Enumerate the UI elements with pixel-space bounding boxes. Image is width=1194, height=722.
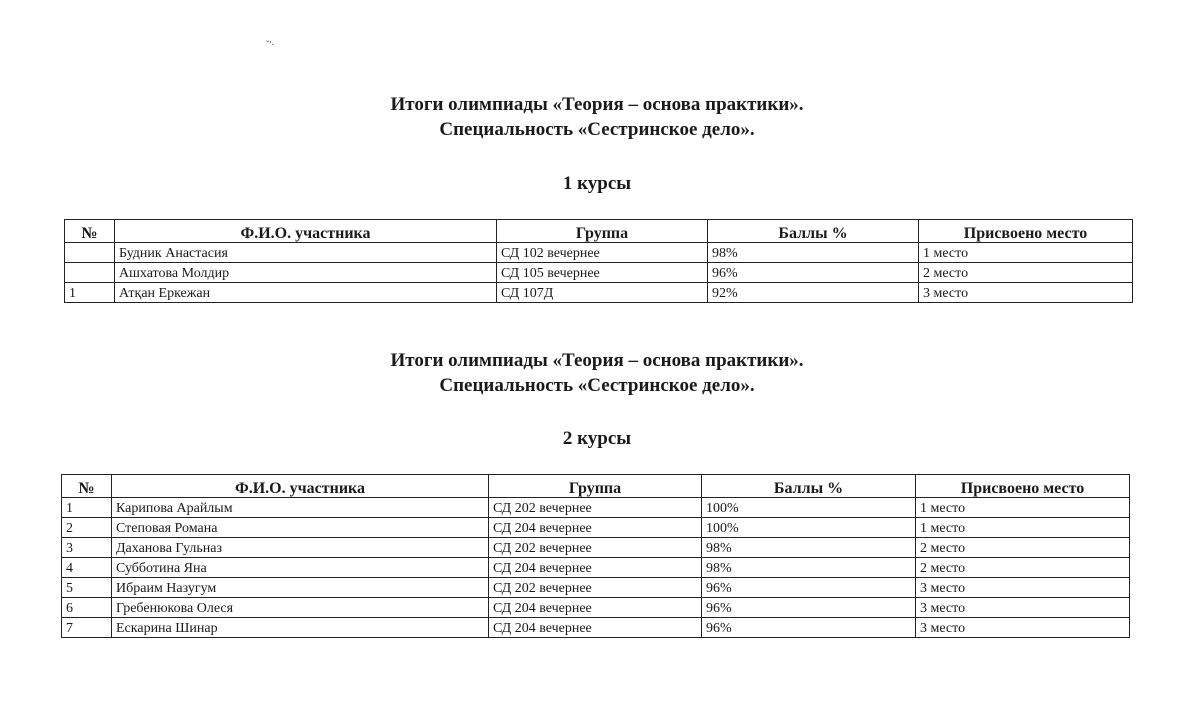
cell-name: Субботина Яна <box>112 558 489 578</box>
cell-group: СД 202 вечернее <box>489 538 702 558</box>
cell-name: Ескарина Шинар <box>112 618 489 638</box>
cell-place: 1 место <box>916 518 1130 538</box>
section-2-title-line-2: Специальность «Сестринское дело». <box>439 375 755 396</box>
table-row <box>62 498 1130 518</box>
results-table-1 <box>64 219 1133 303</box>
table-row <box>62 518 1130 538</box>
cell-score: 98% <box>702 538 916 558</box>
cell-group: СД 107Д <box>497 283 708 303</box>
column-header-place: Присвоено место <box>916 475 1130 498</box>
cell-num: 3 <box>62 538 112 558</box>
cell-name: Будник Анастасия <box>115 243 497 263</box>
cell-place: 1 место <box>916 498 1130 518</box>
table-row <box>62 578 1130 598</box>
cell-score: 96% <box>702 578 916 598</box>
cell-place: 2 место <box>916 558 1130 578</box>
section-1-title-line-1: Итоги олимпиады «Теория – основа практики». <box>390 94 804 115</box>
cell-place: 2 место <box>919 263 1133 283</box>
cell-num <box>65 243 115 263</box>
cell-num: 4 <box>62 558 112 578</box>
section-1-course-heading: 1 курсы <box>562 173 632 194</box>
cell-group: СД 204 вечернее <box>489 558 702 578</box>
section-2-title-line-1: Итоги олимпиады «Теория – основа практики». <box>390 350 804 371</box>
column-header-num: № <box>65 220 115 243</box>
cell-score: 96% <box>702 618 916 638</box>
cell-group: СД 202 вечернее <box>489 578 702 598</box>
cell-place: 3 место <box>919 283 1133 303</box>
cell-score: 100% <box>702 518 916 538</box>
scan-speck: ˇ'· <box>266 40 275 51</box>
cell-group: СД 204 вечернее <box>489 518 702 538</box>
cell-name: Ибраим Назугум <box>112 578 489 598</box>
table-row <box>62 618 1130 638</box>
column-header-name: Ф.И.О. участника <box>112 475 489 498</box>
table-row <box>65 263 1133 283</box>
cell-group: СД 105 вечернее <box>497 263 708 283</box>
cell-score: 96% <box>708 263 919 283</box>
cell-group: СД 102 вечернее <box>497 243 708 263</box>
cell-score: 98% <box>708 243 919 263</box>
cell-num <box>65 263 115 283</box>
section-2-course-block <box>0 427 1194 451</box>
cell-num: 7 <box>62 618 112 638</box>
column-header-group: Группа <box>489 475 702 498</box>
section-1-course-block <box>0 172 1194 196</box>
cell-num: 2 <box>62 518 112 538</box>
table-row <box>62 598 1130 618</box>
cell-group: СД 204 вечернее <box>489 598 702 618</box>
cell-num: 1 <box>62 498 112 518</box>
cell-name: Карипова Арайлым <box>112 498 489 518</box>
table-header-row <box>62 475 1130 498</box>
table-row <box>62 558 1130 578</box>
cell-num: 5 <box>62 578 112 598</box>
cell-name: Даханова Гульназ <box>112 538 489 558</box>
cell-name: Гребенюкова Олеся <box>112 598 489 618</box>
column-header-name: Ф.И.О. участника <box>115 220 497 243</box>
cell-score: 92% <box>708 283 919 303</box>
cell-place: 1 место <box>919 243 1133 263</box>
column-header-num: № <box>62 475 112 498</box>
cell-group: СД 204 вечернее <box>489 618 702 638</box>
cell-group: СД 202 вечернее <box>489 498 702 518</box>
cell-score: 96% <box>702 598 916 618</box>
column-header-score: Баллы % <box>708 220 919 243</box>
table-row <box>65 283 1133 303</box>
table-row <box>65 243 1133 263</box>
column-header-score: Баллы % <box>702 475 916 498</box>
section-1-title-line-2: Специальность «Сестринское дело». <box>439 119 755 140</box>
cell-place: 3 место <box>916 598 1130 618</box>
cell-name: Ашхатова Молдир <box>115 263 497 283</box>
cell-place: 2 место <box>916 538 1130 558</box>
section-1-header <box>0 92 1194 142</box>
cell-place: 3 место <box>916 578 1130 598</box>
cell-score: 100% <box>702 498 916 518</box>
results-table-2 <box>61 474 1130 638</box>
cell-place: 3 место <box>916 618 1130 638</box>
table-row <box>62 538 1130 558</box>
cell-score: 98% <box>702 558 916 578</box>
table-header-row <box>65 220 1133 243</box>
column-header-place: Присвоено место <box>919 220 1133 243</box>
cell-num: 1 <box>65 283 115 303</box>
cell-num: 6 <box>62 598 112 618</box>
section-2-course-heading: 2 курсы <box>562 428 632 449</box>
column-header-group: Группа <box>497 220 708 243</box>
cell-name: Атқан Еркежан <box>115 283 497 303</box>
cell-name: Степовая Романа <box>112 518 489 538</box>
section-2-header <box>0 348 1194 398</box>
